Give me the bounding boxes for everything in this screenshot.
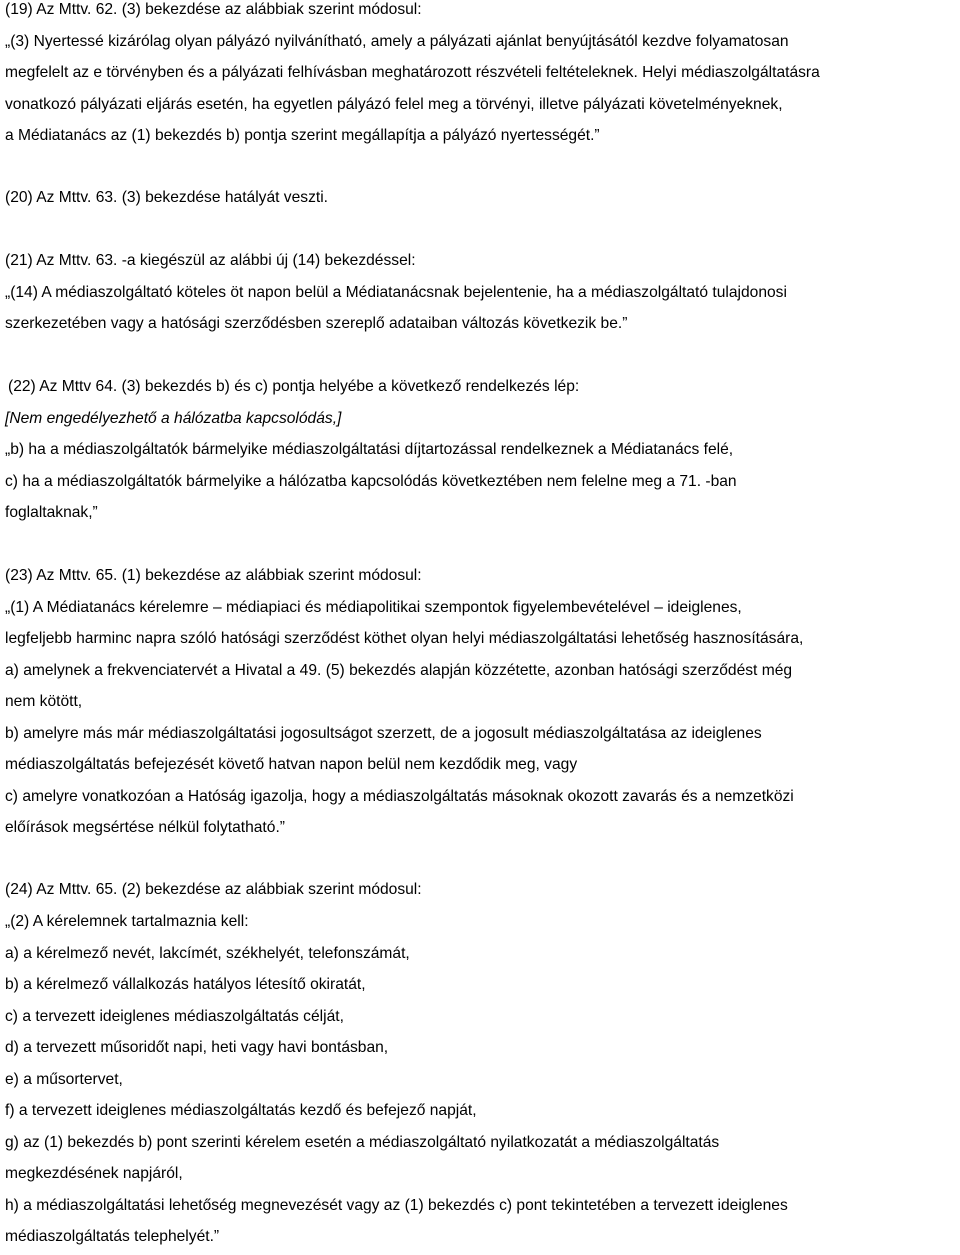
- list-item: c) a tervezett ideiglenes médiaszolgáltatás célját,: [5, 1008, 344, 1025]
- paragraph-line: „b) ha a médiaszolgáltatók bármelyike médiaszolgáltatási díjtartozással rendelkeznek a Médiatanács felé,: [5, 441, 734, 458]
- paragraph-line: médiaszolgáltatás befejezését követő hatvan napon belül nem kezdődik meg, vagy: [5, 756, 578, 773]
- paragraph-line: „(14) A médiaszolgáltató köteles öt napon belül a Médiatanácsnak bejelentenie, ha a médiaszolgáltató tulajdonosi: [5, 284, 787, 301]
- amendment-24-heading: (24) Az Mttv. 65. (2) bekezdése az alábbiak szerint módosul:: [5, 881, 422, 898]
- amendment-20-heading: (20) Az Mttv. 63. (3) bekezdése hatályát veszti.: [5, 189, 328, 206]
- amendment-23-heading: (23) Az Mttv. 65. (1) bekezdése az alábbiak szerint módosul:: [5, 567, 422, 584]
- list-item: b) a kérelmező vállalkozás hatályos létesítő okiratát,: [5, 976, 366, 993]
- amendment-21-heading: (21) Az Mttv. 63. -a kiegészül az alábbi új (14) bekezdéssel:: [5, 252, 416, 269]
- paragraph-line: foglaltaknak,”: [5, 504, 98, 521]
- amendment-19-heading: (19) Az Mttv. 62. (3) bekezdése az alábbiak szerint módosul:: [5, 1, 422, 18]
- paragraph-line: a) amelynek a frekvenciatervét a Hivatal a 49. (5) bekezdés alapján közzétette, azonban hatósági szerződést még: [5, 662, 793, 679]
- list-item: g) az (1) bekezdés b) pont szerinti kérelem esetén a médiaszolgáltató nyilatkozatát a médiaszolgáltatás: [5, 1134, 720, 1151]
- paragraph-line: b) amelyre más már médiaszolgáltatási jogosultságot szerzett, de a jogosult médiaszolgáltatása az ideiglenes: [5, 725, 762, 742]
- paragraph-line: szerkezetében vagy a hatósági szerződésben szereplő adataiban változás következik be.”: [5, 315, 628, 332]
- list-item: a) a kérelmező nevét, lakcímét, székhelyét, telefonszámát,: [5, 945, 410, 962]
- paragraph-line: előírások megsértése nélkül folytatható.”: [5, 819, 285, 836]
- paragraph-line: „(1) A Médiatanács kérelemre – médiapiaci és médiapolitikai szempontok figyelembevételével – ideiglenes,: [5, 599, 742, 616]
- paragraph-line: c) ha a médiaszolgáltatók bármelyike a hálózatba kapcsolódás következtében nem felelne meg a 71. -ban: [5, 473, 737, 490]
- paragraph-line: „(3) Nyertessé kizárólag olyan pályázó nyilvánítható, amely a pályázati ajánlat benyújtásától kezdve folyamatosan: [5, 33, 789, 50]
- paragraph-line: c) amelyre vonatkozóan a Hatóság igazolja, hogy a médiaszolgáltatás másoknak okozott zavarás és a nemzetközi: [5, 788, 794, 805]
- paragraph-line: vonatkozó pályázati eljárás esetén, ha egyetlen pályázó felel meg a törvényi, illetve pályázati követelményeknek,: [5, 96, 783, 113]
- paragraph-line: nem kötött,: [5, 693, 83, 710]
- list-item: f) a tervezett ideiglenes médiaszolgáltatás kezdő és befejező napját,: [5, 1102, 477, 1119]
- list-item: h) a médiaszolgáltatási lehetőség megnevezését vagy az (1) bekezdés c) pont tekintetében a tervezett ideiglenes: [5, 1197, 788, 1214]
- list-item: d) a tervezett műsoridőt napi, heti vagy havi bontásban,: [5, 1039, 389, 1056]
- paragraph-line: legfeljebb harminc napra szóló hatósági szerződést köthet olyan helyi médiaszolgáltatási lehetőség hasznosítására,: [5, 630, 804, 647]
- paragraph-line: a Médiatanács az (1) bekezdés b) pontja szerint megállapítja a pályázó nyertességét.”: [5, 127, 600, 144]
- list-item: megkezdésének napjáról,: [5, 1165, 183, 1182]
- list-item: e) a műsortervet,: [5, 1071, 123, 1088]
- paragraph-line: megfelelt az e törvényben és a pályázati felhívásban meghatározott részvételi feltételeknek. Helyi médiaszolgáltatásra: [5, 64, 820, 81]
- paragraph-line: „(2) A kérelemnek tartalmaznia kell:: [5, 913, 249, 930]
- context-bracket-line: [Nem engedélyezhető a hálózatba kapcsolódás,]: [5, 410, 342, 427]
- list-item: médiaszolgáltatás telephelyét.”: [5, 1228, 220, 1245]
- amendment-22-heading: (22) Az Mttv 64. (3) bekezdés b) és c) pontja helyébe a következő rendelkezés lép:: [8, 378, 580, 395]
